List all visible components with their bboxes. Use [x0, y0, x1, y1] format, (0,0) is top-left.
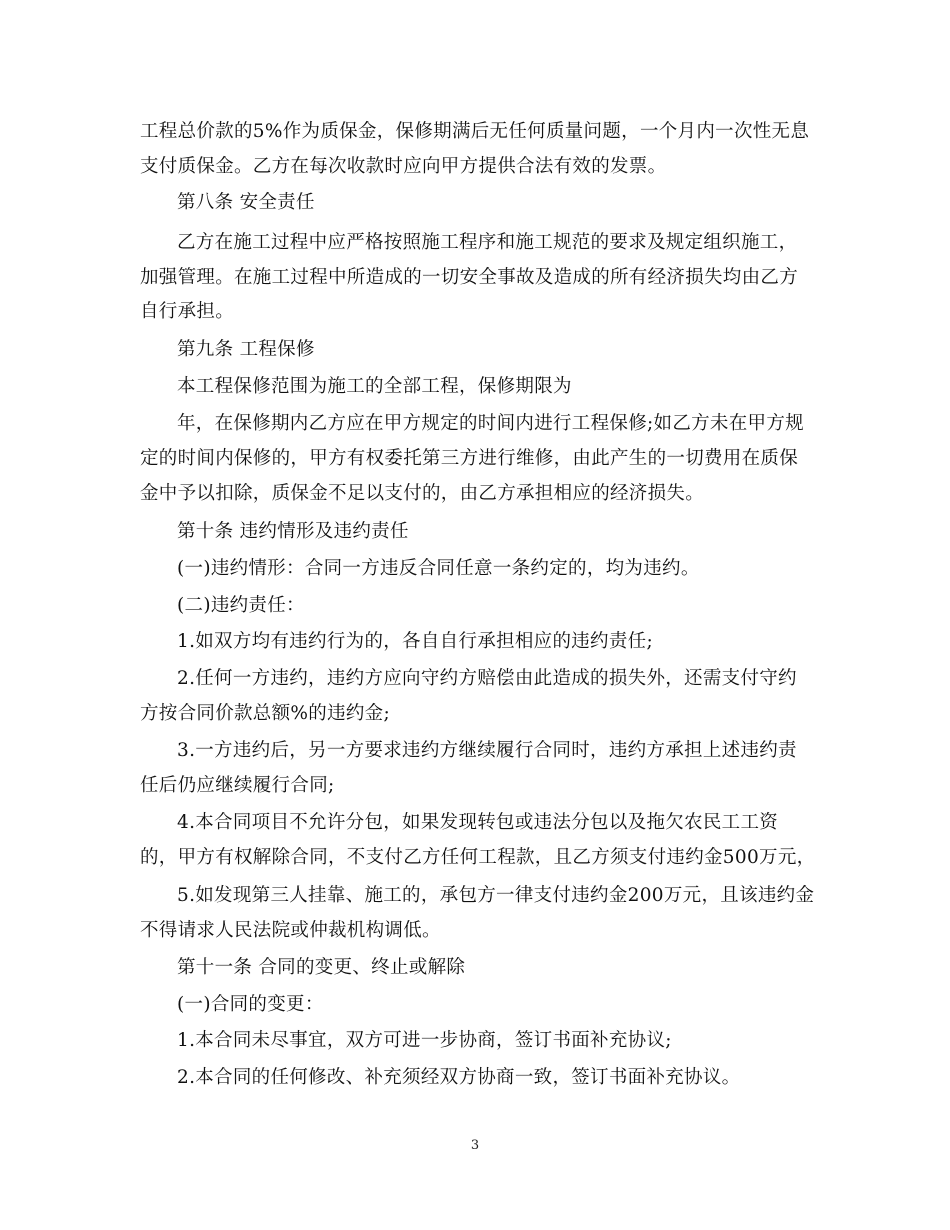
text-line: 定的时间内保修的，甲方有权委托第三方进行维修，由此产生的一切费用在质保: [140, 448, 799, 469]
text-line: 5.如发现第三人挂靠、施工的，承包方一律支付违约金200万元，且该违约金: [177, 885, 815, 906]
text-line: 金中予以扣除，质保金不足以支付的，由乙方承担相应的经济损失。: [140, 483, 705, 504]
text-line: 任后仍应继续履行合同;: [140, 775, 335, 796]
text-line: 自行承担。: [140, 301, 235, 322]
text-line: 乙方在施工过程中应严格按照施工程序和施工规范的要求及规定组织施工，: [177, 232, 798, 253]
text-line: 加强管理。在施工过程中所造成的一切安全事故及造成的所有经济损失均由乙方: [140, 267, 799, 288]
section-heading: 第八条 安全责任: [177, 192, 315, 213]
text-line: (一)违约情形：合同一方违反合同任意一条约定的，均为违约。: [177, 558, 700, 579]
page-number: 3: [470, 1138, 480, 1153]
text-line: (一)合同的变更：: [177, 994, 324, 1015]
section-heading: 第十条 违约情形及违约责任: [177, 521, 409, 542]
text-line: 支付质保金。乙方在每次收款时应向甲方提供合法有效的发票。: [140, 156, 667, 177]
text-line: 2.任何一方违约，违约方应向守约方赔偿由此造成的损失外，还需支付守约: [177, 668, 797, 689]
text-line: 4.本合同项目不允许分包，如果发现转包或违法分包以及拖欠农民工工资: [177, 812, 779, 833]
text-line: 的，甲方有权解除合同，不支付乙方任何工程款，且乙方须支付违约金500万元，: [140, 847, 816, 868]
text-line: 方按合同价款总额%的违约金;: [140, 703, 391, 724]
text-line: 不得请求人民法院或仲裁机构调低。: [140, 920, 441, 941]
text-line: 年，在保修期内乙方应在甲方规定的时间内进行工程保修;如乙方未在甲方规: [177, 413, 804, 434]
text-line: 工程总价款的5%作为质保金，保修期满后无任何质量问题，一个月内一次性无息: [140, 121, 810, 142]
text-line: (二)违约责任：: [177, 595, 305, 616]
text-line: 1.如双方均有违约行为的，各自自行承担相应的违约责任;: [177, 631, 653, 652]
section-heading: 第十一条 合同的变更、终止或解除: [177, 957, 466, 978]
text-line: 本工程保修范围为施工的全部工程，保修期限为: [177, 376, 572, 397]
text-line: 2.本合同的任何修改、补充须经双方协商一致，签订书面补充协议。: [177, 1067, 741, 1088]
text-line: 3.一方违约后，另一方要求违约方继续履行合同时，违约方承担上述违约责: [177, 740, 797, 761]
section-heading: 第九条 工程保修: [177, 339, 315, 360]
text-line: 1.本合同未尽事宜，双方可进一步协商，签订书面补充协议;: [177, 1030, 672, 1051]
